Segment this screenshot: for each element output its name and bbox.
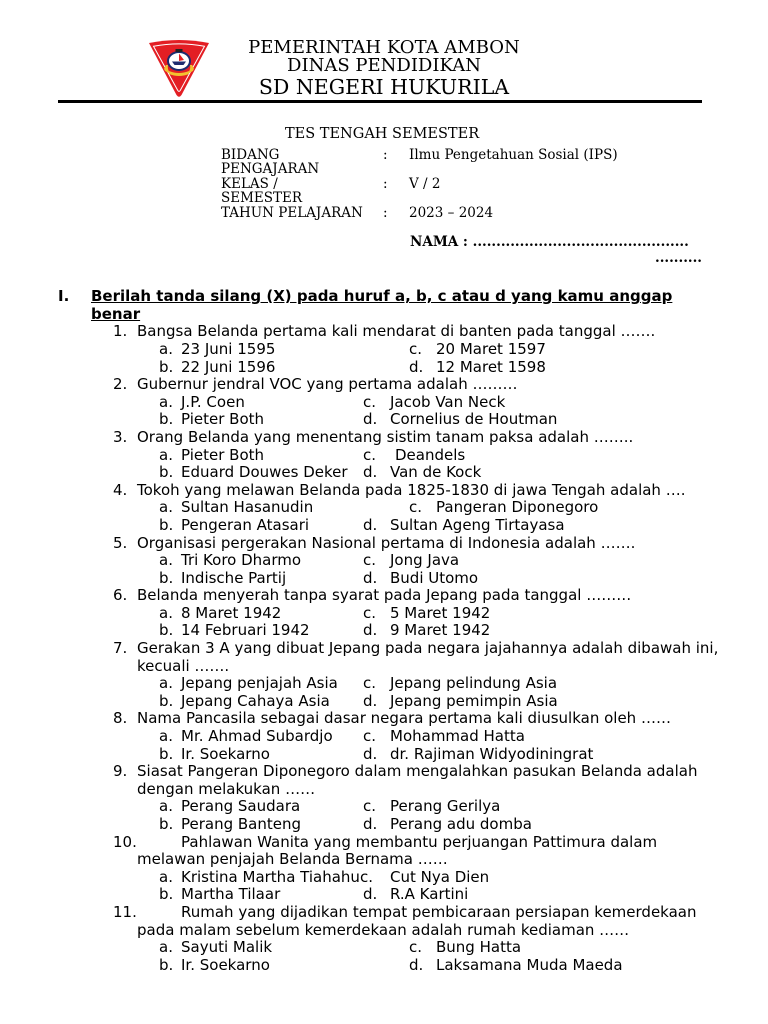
option-row [0,622,768,640]
section-instruction: Berilah tanda silang (X) pada huruf a, b, c atau d yang kamu anggap [91,287,673,306]
question-line-cont [0,851,768,869]
option-text-b: Perang Banteng [181,815,302,833]
option-letter-a: a. [159,339,173,358]
option-letter-b: b. [159,815,174,833]
option-row [0,341,768,359]
option-text-d: dr. Rajiman Widyodiningrat [390,744,594,763]
question-line-cont [0,922,768,940]
question-text: Pahlawan Wanita yang membantu perjuangan Pattimura dalam [181,832,658,851]
option-letter-d: d. [409,955,424,974]
question-3 [0,429,768,482]
question-11 [0,904,768,974]
option-text-c: Jepang pelindung Asia [390,674,558,693]
option-letter-b: b. [159,744,174,763]
option-letter-d: d. [363,815,378,833]
section-number: I. [58,287,70,306]
question-7 [0,640,768,710]
question-8 [0,710,768,763]
option-letter-b: b. [159,691,174,710]
question-text: Gerakan 3 A yang dibuat Jepang pada negara jajahannya adalah dibawah ini, [137,639,719,658]
info-label-class-cont: SEMESTER [221,190,303,206]
option-letter-c: c. [363,603,377,622]
option-text-a: Perang Saudara [181,797,301,816]
option-text-d: Jepang pemimpin Asia [390,691,558,710]
option-text-a: Pieter Both [181,445,265,464]
option-text-c: 20 Maret 1597 [436,339,546,358]
option-text-a: J.P. Coen [181,392,245,411]
option-text-b: Jepang Cahaya Asia [181,691,330,710]
option-text-a: 23 Juni 1595 [181,339,276,358]
option-text-d: Sultan Ageng Tirtayasa [390,515,565,534]
option-text-c: Jacob Van Neck [390,392,506,411]
option-text-b: 22 Juni 1596 [181,357,276,376]
question-number: 10. [113,832,137,851]
question-text: Orang Belanda yang menentang sistim tanam paksa adalah …….. [137,427,634,446]
option-row [0,675,768,693]
question-5 [0,535,768,588]
option-text-a: Sultan Hasanudin [181,498,314,517]
option-letter-b: b. [159,463,174,482]
info-separator: : [383,147,388,163]
option-row [0,552,768,570]
question-number: 4. [113,480,128,499]
question-number: 2. [113,375,128,394]
option-letter-d: d. [363,744,378,763]
option-row [0,869,768,887]
option-letter-b: b. [159,410,174,429]
option-text-c: Bung Hatta [436,938,522,957]
option-row [0,746,768,764]
option-text-d: Cornelius de Houtman [390,410,558,429]
option-text-b: Ir. Soekarno [181,744,270,763]
question-number: 7. [113,639,128,658]
section-heading-cont [0,306,768,324]
option-letter-c: c. [363,727,377,746]
option-text-b: Martha Tilaar [181,885,281,904]
option-letter-a: a. [159,797,173,816]
info-label-subject-cont: PENGAJARAN [221,161,320,177]
option-letter-c: c. [363,392,377,411]
option-text-c: Perang Gerilya [390,797,501,816]
question-line [0,323,768,341]
option-text-b: Indische Partij [181,568,287,587]
option-letter-d: d. [363,515,378,534]
question-number: 11. [113,902,137,921]
info-label-year: TAHUN PELAJARAN [221,205,363,221]
info-value-year: 2023 – 2024 [409,205,494,221]
option-letter-a: a. [159,727,173,746]
question-text: Tokoh yang melawan Belanda pada 1825-1830 di jawa Tengah adalah …. [137,480,686,499]
option-text-b: Pengeran Atasari [181,515,310,534]
option-text-a: 8 Maret 1942 [181,603,282,622]
option-letter-b: b. [159,955,174,974]
option-row [0,517,768,535]
option-text-a: Sayuti Malik [181,938,273,957]
option-text-d: Budi Utomo [390,568,479,587]
question-4 [0,482,768,535]
option-letter-d: d. [363,621,378,640]
question-line-cont [0,781,768,799]
option-row [0,693,768,711]
question-text: Siasat Pangeran Diponegoro dalam mengalahkan pasukan Belanda adalah [137,762,698,781]
question-line [0,834,768,852]
option-row [0,886,768,904]
option-letter-d: d. [363,568,378,587]
option-text-c: Pangeran Diponegoro [436,498,599,517]
question-2 [0,376,768,429]
question-text: Nama Pancasila sebagai dasar negara pertama kali diusulkan oleh …… [137,709,671,728]
question-number: 1. [113,322,128,341]
question-10 [0,834,768,904]
info-separator: : [383,176,388,192]
option-text-a: Jepang penjajah Asia [181,674,338,693]
option-text-d: R.A Kartini [390,885,469,904]
option-text-d: 12 Maret 1598 [436,357,546,376]
info-separator: : [383,205,388,221]
question-line [0,763,768,781]
option-text-a: Mr. Ahmad Subardjo [181,727,333,746]
option-row [0,447,768,465]
option-letter-a: a. [159,392,173,411]
option-letter-c: c. [363,445,377,464]
info-label-class: KELAS / [221,176,278,192]
option-text-d: Perang adu domba [390,815,532,833]
question-text-cont: melawan penjajah Belanda Bernama …… [137,850,448,869]
question-text: Bangsa Belanda pertama kali mendarat di banten pada tanggal ……. [137,322,656,341]
option-text-d: Laksamana Muda Maeda [436,955,623,974]
option-row [0,728,768,746]
option-letter-a: a. [159,867,173,886]
name-blank-cont: .......... [655,250,702,266]
question-number: 8. [113,709,128,728]
option-letter-c: c. [409,498,423,517]
option-text-b: 14 Februari 1942 [181,621,310,640]
question-text: Rumah yang dijadikan tempat pembicaraan persiapan kemerdekaan [181,902,697,921]
option-text-c: Mohammad Hatta [390,727,525,746]
option-row [0,939,768,957]
question-line [0,482,768,500]
option-letter-a: a. [159,551,173,570]
question-line [0,429,768,447]
option-text-a: Tri Koro Dharmo [181,551,302,570]
info-label-subject: BIDANG [221,147,280,163]
header-government: PEMERINTAH KOTA AMBON [248,37,520,58]
option-letter-b: b. [159,885,174,904]
option-text-b: Pieter Both [181,410,265,429]
header-school-name: SD NEGERI HUKURILA [258,75,510,99]
section-heading [0,288,768,306]
option-row [0,394,768,412]
question-line [0,376,768,394]
question-text: Belanda menyerah tanpa syarat pada Jepang pada tanggal ……… [137,586,632,605]
option-row [0,816,768,834]
question-number: 9. [113,762,128,781]
option-letter-a: a. [159,445,173,464]
option-letter-a: a. [159,603,173,622]
question-line [0,904,768,922]
option-row [0,464,768,482]
option-row [0,411,768,429]
option-letter-c: c. [409,339,423,358]
question-number: 3. [113,427,128,446]
question-number: 5. [113,533,128,552]
question-text-cont: kecuali ……. [137,656,230,675]
option-text-b: Eduard Douwes Deker [181,463,348,482]
option-text-b: Ir. Soekarno [181,955,270,974]
option-row [0,957,768,975]
option-letter-d: d. [363,885,378,904]
option-letter-d: d. [409,357,424,376]
section-instruction-cont: benar [91,304,141,323]
option-letter-c: c. [409,938,423,957]
name-blank: NAMA : .............................................. [410,234,689,250]
question-line-cont [0,658,768,676]
exam-title: TES TENGAH SEMESTER [285,126,480,142]
option-letter-d: d. [363,691,378,710]
option-text-d: Van de Kock [390,463,482,482]
question-text-cont: pada malam sebelum kemerdekaan adalah rumah kediaman …… [137,920,630,939]
info-value-class: V / 2 [409,176,441,192]
question-section [0,288,768,974]
option-row [0,499,768,517]
question-9 [0,763,768,833]
question-text-cont: dengan melakukan …… [137,779,316,798]
option-text-c: Jong Java [390,551,460,570]
option-text-a: Kristina Martha Tiahahu [181,867,360,886]
option-row [0,570,768,588]
option-text-d: 9 Maret 1942 [390,621,491,640]
option-letter-b: b. [159,357,174,376]
option-letter-a: a. [159,938,173,957]
option-row [0,359,768,377]
option-letter-b: b. [159,515,174,534]
question-text: Organisasi pergerakan Nasional pertama di Indonesia adalah ……. [137,533,636,552]
option-letter-d: d. [363,410,378,429]
question-number: 6. [113,586,128,605]
option-letter-b: b. [159,568,174,587]
header-divider [58,100,702,103]
info-value-subject: Ilmu Pengetahuan Sosial (IPS) [409,147,618,163]
question-line [0,710,768,728]
option-letter-a: a. [159,674,173,693]
question-1 [0,323,768,376]
option-letter-b: b. [159,621,174,640]
question-line [0,535,768,553]
option-letter-c: c. [363,674,377,693]
option-letter-a: a. [159,498,173,517]
option-text-c: 5 Maret 1942 [390,603,491,622]
option-letter-c: c. [363,551,377,570]
question-line [0,640,768,658]
option-letter-c: c. [360,867,374,886]
option-text-c: Deandels [395,445,466,464]
question-6 [0,587,768,640]
option-row [0,798,768,816]
option-row [0,605,768,623]
option-letter-c: c. [363,797,377,816]
header-department: DINAS PENDIDIKAN [287,55,481,76]
option-letter-d: d. [363,463,378,482]
question-line [0,587,768,605]
question-text: Gubernur jendral VOC yang pertama adalah ……… [137,375,518,394]
option-text-c: Cut Nya Dien [390,867,490,886]
